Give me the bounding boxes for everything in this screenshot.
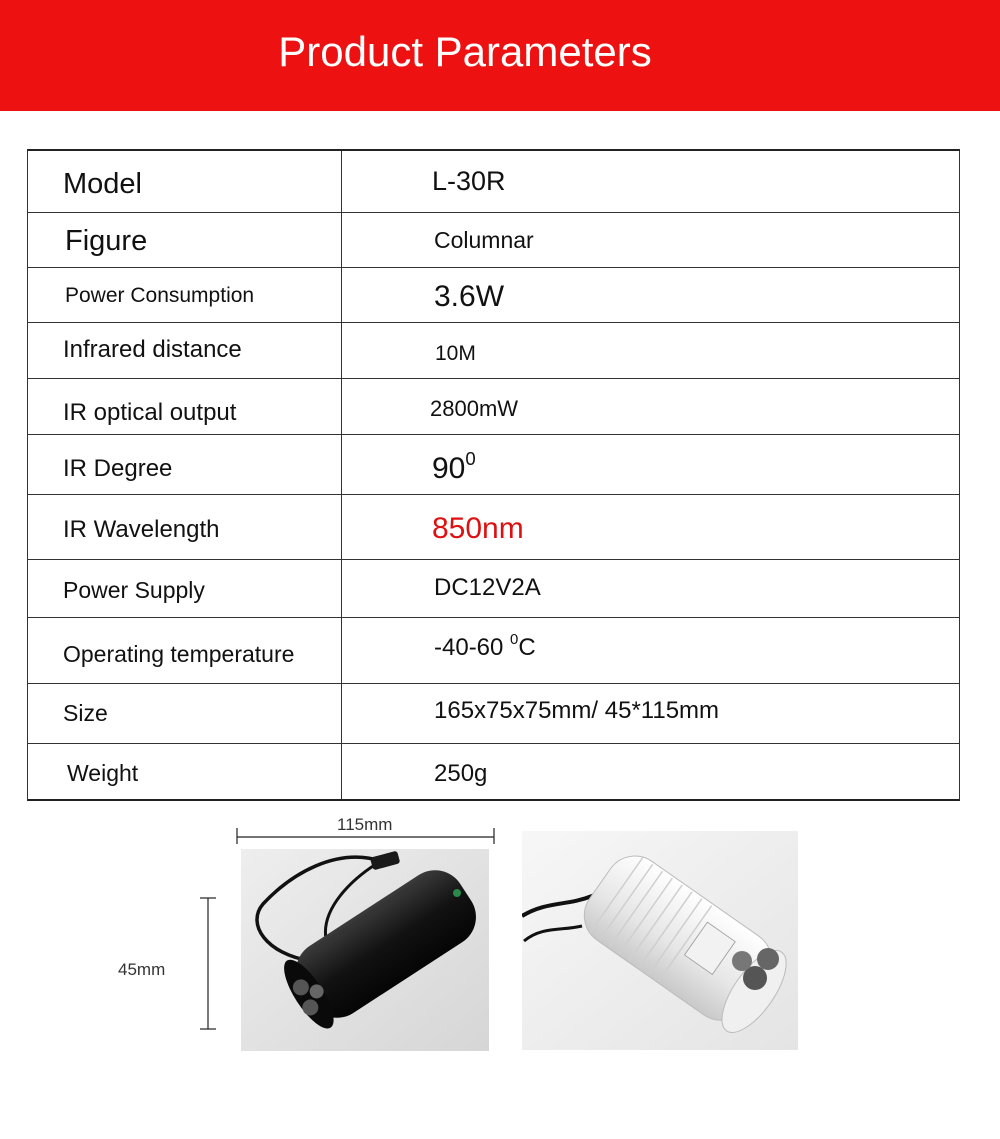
spec-label-weight: Weight <box>67 760 139 786</box>
height-dimension-line <box>198 896 218 1032</box>
degree-superscript: 0 <box>465 448 476 469</box>
spec-label-figure: Figure <box>65 225 148 257</box>
spec-value-wavelength: 850nm <box>432 512 524 545</box>
spec-value-weight: 250g <box>434 760 488 787</box>
spec-label-model: Model <box>63 168 142 200</box>
spec-value-power: 3.6W <box>434 280 505 313</box>
page-title: Product Parameters <box>278 28 652 75</box>
spec-label-ir-distance: Infrared distance <box>63 336 242 363</box>
spec-value-temperature <box>434 632 536 661</box>
spec-label-supply: Power Supply <box>63 577 205 603</box>
row-divider <box>28 559 959 560</box>
spec-label-ir-degree: IR Degree <box>63 455 173 482</box>
product-photo-black <box>241 849 489 1051</box>
spec-label-size: Size <box>63 700 108 726</box>
row-divider <box>28 378 959 379</box>
spec-value-supply: DC12V2A <box>434 574 541 601</box>
row-divider <box>28 212 959 213</box>
spec-value-figure: Columnar <box>434 227 534 253</box>
row-divider <box>28 322 959 323</box>
product-photo-white <box>522 831 798 1050</box>
spec-value-size: 165x75x75mm/ 45*115mm <box>434 697 720 724</box>
spec-label-power: Power Consumption <box>65 284 255 307</box>
row-divider <box>28 434 959 435</box>
spec-value-ir-output: 2800mW <box>430 396 519 421</box>
spec-value-ir-distance: 10M <box>435 342 476 365</box>
column-divider <box>341 151 342 799</box>
row-divider <box>28 683 959 684</box>
spec-label-wavelength: IR Wavelength <box>63 516 220 543</box>
spec-value-ir-degree <box>432 448 476 485</box>
spec-value-model: L-30R <box>432 166 506 196</box>
header-banner <box>0 0 1000 111</box>
row-divider <box>28 494 959 495</box>
row-divider <box>28 267 959 268</box>
row-divider <box>28 743 959 744</box>
temperature-unit: C <box>518 634 536 661</box>
spec-table <box>27 149 960 801</box>
spec-label-ir-output: IR optical output <box>63 399 237 426</box>
width-dimension-label: 115mm <box>337 815 393 834</box>
spec-label-temperature: Operating temperature <box>63 641 295 667</box>
row-divider <box>28 617 959 618</box>
height-dimension-label: 45mm <box>118 960 166 979</box>
degree-superscript: 0 <box>510 632 519 648</box>
temperature-range: -40-60 <box>434 634 504 661</box>
ir-degree-number: 90 <box>432 452 466 485</box>
